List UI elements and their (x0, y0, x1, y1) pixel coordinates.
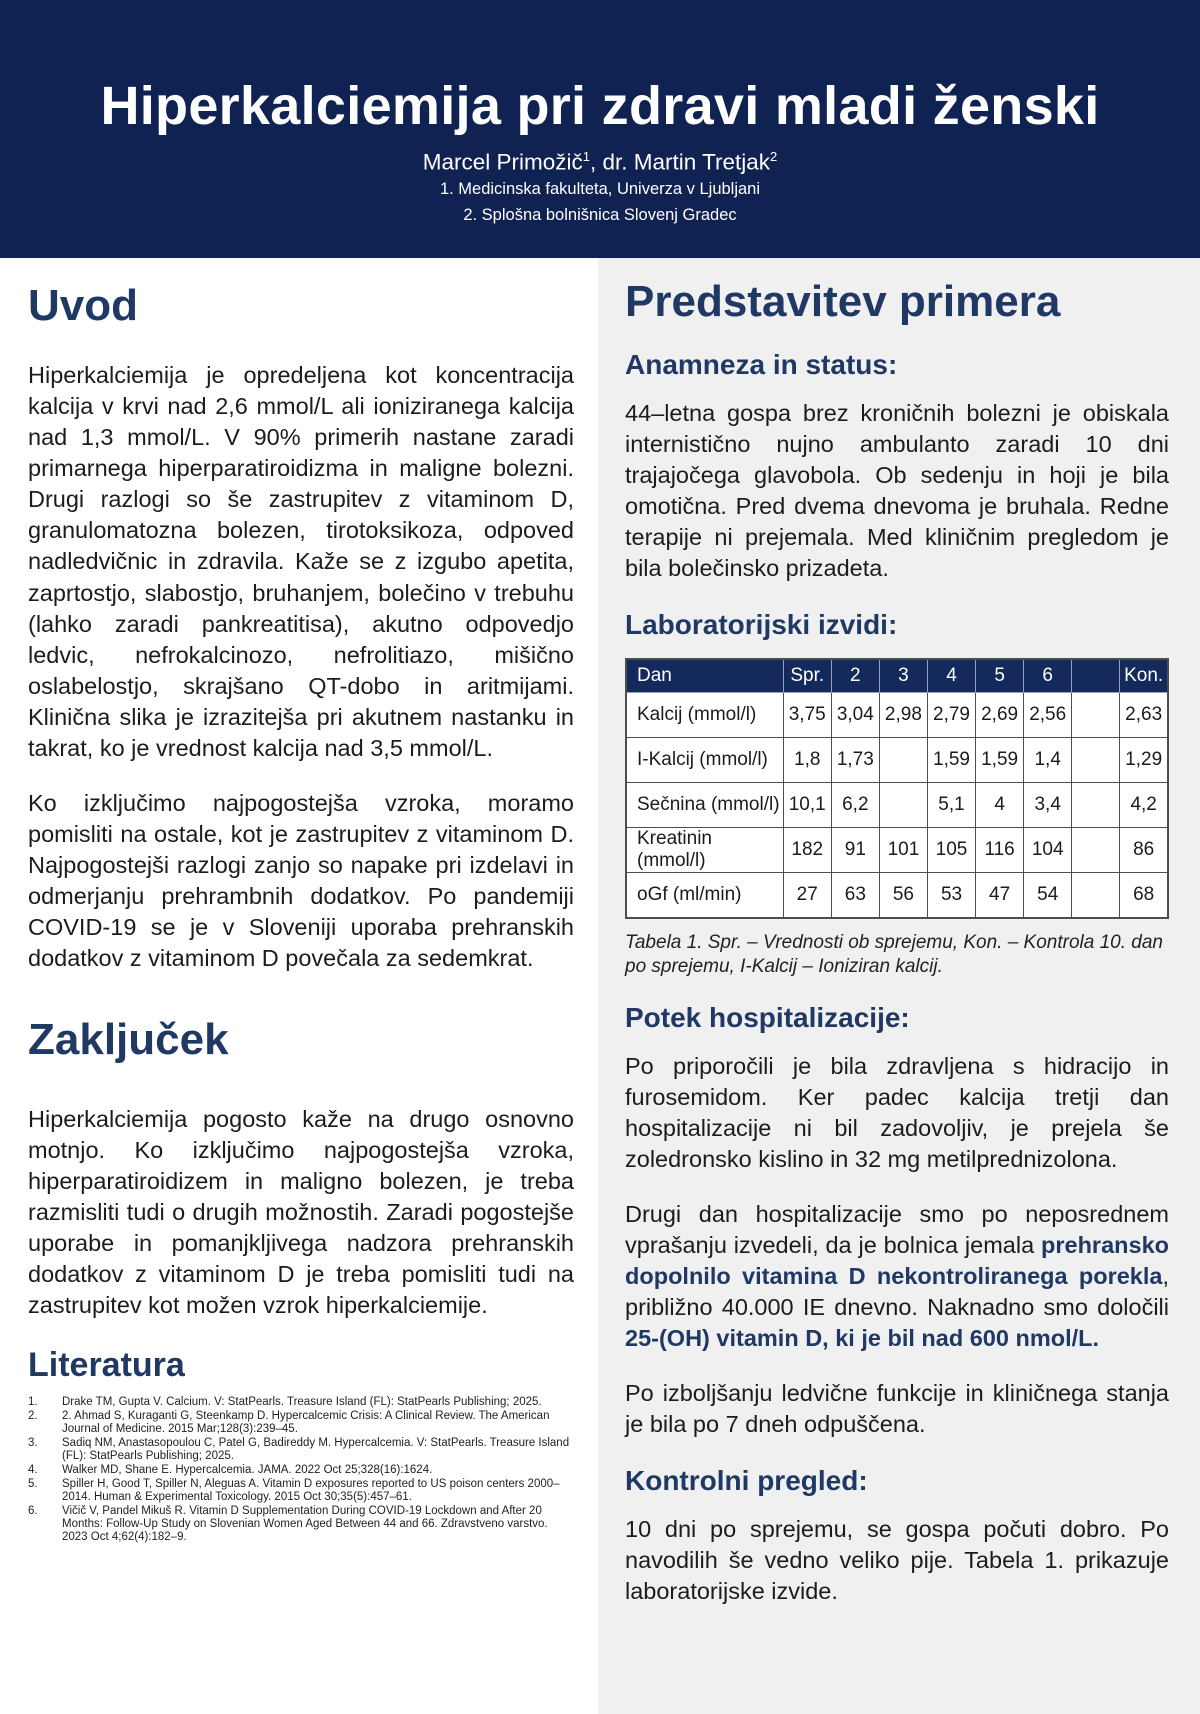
table-cell: 54 (1024, 872, 1072, 918)
table-header-cell (1072, 659, 1120, 693)
table-cell: 86 (1120, 827, 1168, 872)
table-cell: 56 (879, 872, 927, 918)
affiliation-1: 1. Medicinska fakulteta, Univerza v Ljubljani (439, 180, 761, 199)
table-cell: 4 (976, 782, 1024, 827)
table-header-cell: 2 (831, 659, 879, 693)
right-column-panel (598, 258, 1200, 1714)
table-cell: 104 (1024, 827, 1072, 872)
table-header-cell: Spr. (783, 659, 831, 693)
table-cell: 2,98 (879, 692, 927, 737)
poster-title: Hiperkalciemija pri zdravi mladi ženski (100, 76, 1100, 136)
table-header-row (626, 659, 1168, 693)
table-header-cell: 4 (927, 659, 975, 693)
author-1: Marcel Primožič (422, 149, 583, 175)
table-cell: 2,69 (976, 692, 1024, 737)
table-cell: 101 (879, 827, 927, 872)
section-heading-predstavitev: Predstavitev primera (625, 277, 1061, 326)
potek-paragraph-3: Po izboljšanju ledvične funkcije in kliničnega stanja je bila po 7 dneh odpuščena. (625, 1380, 1169, 1438)
table-cell: 10,1 (783, 782, 831, 827)
left-column (28, 258, 574, 1714)
table-header-cell: 5 (976, 659, 1024, 693)
table-row (626, 827, 1168, 872)
potek-paragraph-2 (625, 1199, 1169, 1354)
table-header-cell: Dan (626, 659, 783, 693)
reference-item: Sadiq NM, Anastasopoulou C, Patel G, Badireddy M. Hypercalcemia. V: StatPearls. Treasure Island (FL): StatPearls Publishing; 2025. (62, 1436, 570, 1462)
table-row (626, 737, 1168, 782)
table-cell (1072, 827, 1120, 872)
table-caption: Tabela 1. Spr. – Vrednosti ob sprejemu, Kon. – Kontrola 10. dan po sprejemu, I-Kalcij – Ioniziran kalcij. (625, 931, 1163, 977)
subheading-potek-hospitalizacije: Potek hospitalizacije: (625, 1002, 910, 1034)
table-cell: 105 (927, 827, 975, 872)
table-cell: 3,4 (1024, 782, 1072, 827)
table-cell: 1,8 (783, 737, 831, 782)
table-cell (1072, 692, 1120, 737)
table-row (626, 692, 1168, 737)
table-cell: 2,56 (1024, 692, 1072, 737)
table-header-cell: Kon. (1120, 659, 1168, 693)
zakljucek-paragraph: Hiperkalciemija pogosto kaže na drugo osnovno motnjo. Ko izključimo najpogostejša vzroka, hiperparatiroidizem in maligno bolezen, je treba razmisliti tudi o drugih možnostih. Zaradi pogostejše uporabe in pomanjkljivega nadzora prehranskih dodatkov z vitaminom D je treba pomisliti tudi na zastrupitev kot možen vzrok hiperkalciemije. (28, 1106, 574, 1319)
table-cell (1072, 737, 1120, 782)
table-cell: 3,75 (783, 692, 831, 737)
poster-header (0, 0, 1200, 258)
highlighted-text: prehransko dopolnilo vitamina D nekontroliranega porekla (625, 1231, 1169, 1289)
reference-list (28, 1396, 574, 1544)
author-1-affiliation-sup: 1 (582, 148, 590, 164)
table-cell: 6,2 (831, 782, 879, 827)
highlighted-text: 25-(OH) vitamin D, ki je bil nad 600 nmol/L. (625, 1325, 1100, 1352)
reference-item: 2. Ahmad S, Kuraganti G, Steenkamp D. Hypercalcemic Crisis: A Clinical Review. The American Journal of Medicine. 2015 Mar;128(3):239–45. (62, 1409, 550, 1435)
section-heading-zakljucek: Zaključek (28, 1014, 229, 1064)
uvod-paragraph-2: Ko izključimo najpogostejša vzroka, moramo pomisliti na ostale, kot je zastrupitev z vitaminom D. Najpogostejši razlogi zanjo so napake pri izdelavi in odmerjanju prehrambnih dodatkov. Po pandemiji COVID-19 se je v Sloveniji uporaba prehranskih dodatkov z vitaminom D povečala za sedemkrat. (28, 789, 574, 971)
text-segment: Drugi dan hospitalizacije smo po neposrednem vprašanju izvedeli, da je bolnica jemala (625, 1200, 1169, 1258)
table-row (626, 872, 1168, 918)
text-segment: , približno 40.000 IE dnevno. Naknadno smo določili (625, 1262, 1169, 1320)
table-cell (1072, 872, 1120, 918)
subheading-kontrolni-pregled: Kontrolni pregled: (625, 1465, 868, 1497)
table-header-cell: 6 (1024, 659, 1072, 693)
table-cell: 2,79 (927, 692, 975, 737)
author-2: , dr. Martin Tretjak (589, 149, 771, 175)
table-cell: 68 (1120, 872, 1168, 918)
table-cell: 1,73 (831, 737, 879, 782)
table-cell: 53 (927, 872, 975, 918)
lab-results-table (625, 658, 1169, 919)
table-cell: Kreatinin (mmol/l) (626, 827, 783, 872)
table-header-cell: 3 (879, 659, 927, 693)
section-heading-uvod: Uvod (28, 281, 138, 330)
table-cell: 91 (831, 827, 879, 872)
table-cell: 1,4 (1024, 737, 1072, 782)
table-cell: Kalcij (mmol/l) (626, 692, 783, 737)
table-cell: 1,29 (1120, 737, 1168, 782)
subheading-laboratorijski-izvidi: Laboratorijski izvidi: (625, 609, 898, 641)
anamneza-paragraph: 44–letna gospa brez kroničnih bolezni je obiskala internistično nujno ambulanto zaradi 10 dni trajajočega glavobola. Ob sedenju in hoji je bila omotična. Pred dvema dnevoma je bruhala. Redne terapije ni prejemala. Med kliničnim pregledom je bila bolečinsko prizadeta. (625, 399, 1169, 582)
table-cell: 1,59 (927, 737, 975, 782)
table-cell: 5,1 (927, 782, 975, 827)
author-2-affiliation-sup: 2 (770, 148, 778, 164)
uvod-paragraph-1: Hiperkalciemija je opredeljena kot koncentracija kalcija v krvi nad 2,6 mmol/L ali ioniziranega kalcija nad 1,3 mmol/L. V 90% primerih nastane zaradi primarnega hiperparatiroidizma in maligne bolezni. Drugi razlogi so še zastrupitev z vitaminom D, granulomatozna bolezen, tirotoksikoza, odpoved nadledvičnic in zdravila. Kaže se z izgubo apetita, zaprtostjo, slabostjo, bruhanjem, bolečino v trebuhu (lahko zaradi pankreatitisa), akutno odpovedjo ledvic, nefrokalcinozo, nefrolitiazo, mišično oslabelostjo, skrajšano QT-dobo in aritmijami. Klinična slika je izrazitejša pri akutnem nastanku in takrat, ko je vrednost kalcija nad 3,5 mmol/L. (28, 362, 574, 761)
reference-item: Spiller H, Good T, Spiller N, Aleguas A. Vitamin D exposures reported to US poison centers 2000–2014. Human & Experimental Toxicology. 2015 Oct 30;35(5):457–61. (62, 1477, 560, 1503)
table-cell: I-Kalcij (mmol/l) (626, 737, 783, 782)
table-row (626, 782, 1168, 827)
table-cell: oGf (ml/min) (626, 872, 783, 918)
subheading-anamneza: Anamneza in status: (625, 349, 898, 381)
kontrolni-paragraph: 10 dni po sprejemu, se gospa počuti dobro. Po navodilih še vedno veliko pije. Tabela 1. prikazuje laboratorijske izvide. (625, 1515, 1169, 1604)
table-cell (879, 782, 927, 827)
table-cell: 47 (976, 872, 1024, 918)
section-heading-literatura: Literatura (28, 1346, 185, 1385)
table-cell: 4,2 (1120, 782, 1168, 827)
table-cell: 1,59 (976, 737, 1024, 782)
affiliation-2: 2. Splošna bolnišnica Slovenj Gradec (463, 205, 737, 224)
table-cell: 27 (783, 872, 831, 918)
table-cell: 116 (976, 827, 1024, 872)
table-cell: 182 (783, 827, 831, 872)
table-cell (879, 737, 927, 782)
reference-item: Vičič V, Pandel Mikuš R. Vitamin D Supplementation During COVID-19 Lockdown and After 20 Months: Follow-Up Study on Slovenian Women Aged Between 44 and 66. Zdravstveno varstvo. 2023 Oct 4;62(4):182–9. (62, 1504, 548, 1543)
reference-item: Drake TM, Gupta V. Calcium. V: StatPearls. Treasure Island (FL): StatPearls Publishing; 2025. (62, 1395, 542, 1408)
table-cell: 2,63 (1120, 692, 1168, 737)
reference-item: Walker MD, Shane E. Hypercalcemia. JAMA. 2022 Oct 25;328(16):1624. (62, 1463, 433, 1476)
authors-line (0, 149, 1200, 176)
table-cell (1072, 782, 1120, 827)
table-cell: Sečnina (mmol/l) (626, 782, 783, 827)
potek-paragraph-1: Po priporočili je bila zdravljena s hidracijo in furosemidom. Ker padec kalcija tretji dan hospitalizacije ni bil zadovoljiv, je prejela še zoledronsko kislino in 32 mg metilprednizolona. (625, 1052, 1169, 1172)
table-cell: 3,04 (831, 692, 879, 737)
table-cell: 63 (831, 872, 879, 918)
